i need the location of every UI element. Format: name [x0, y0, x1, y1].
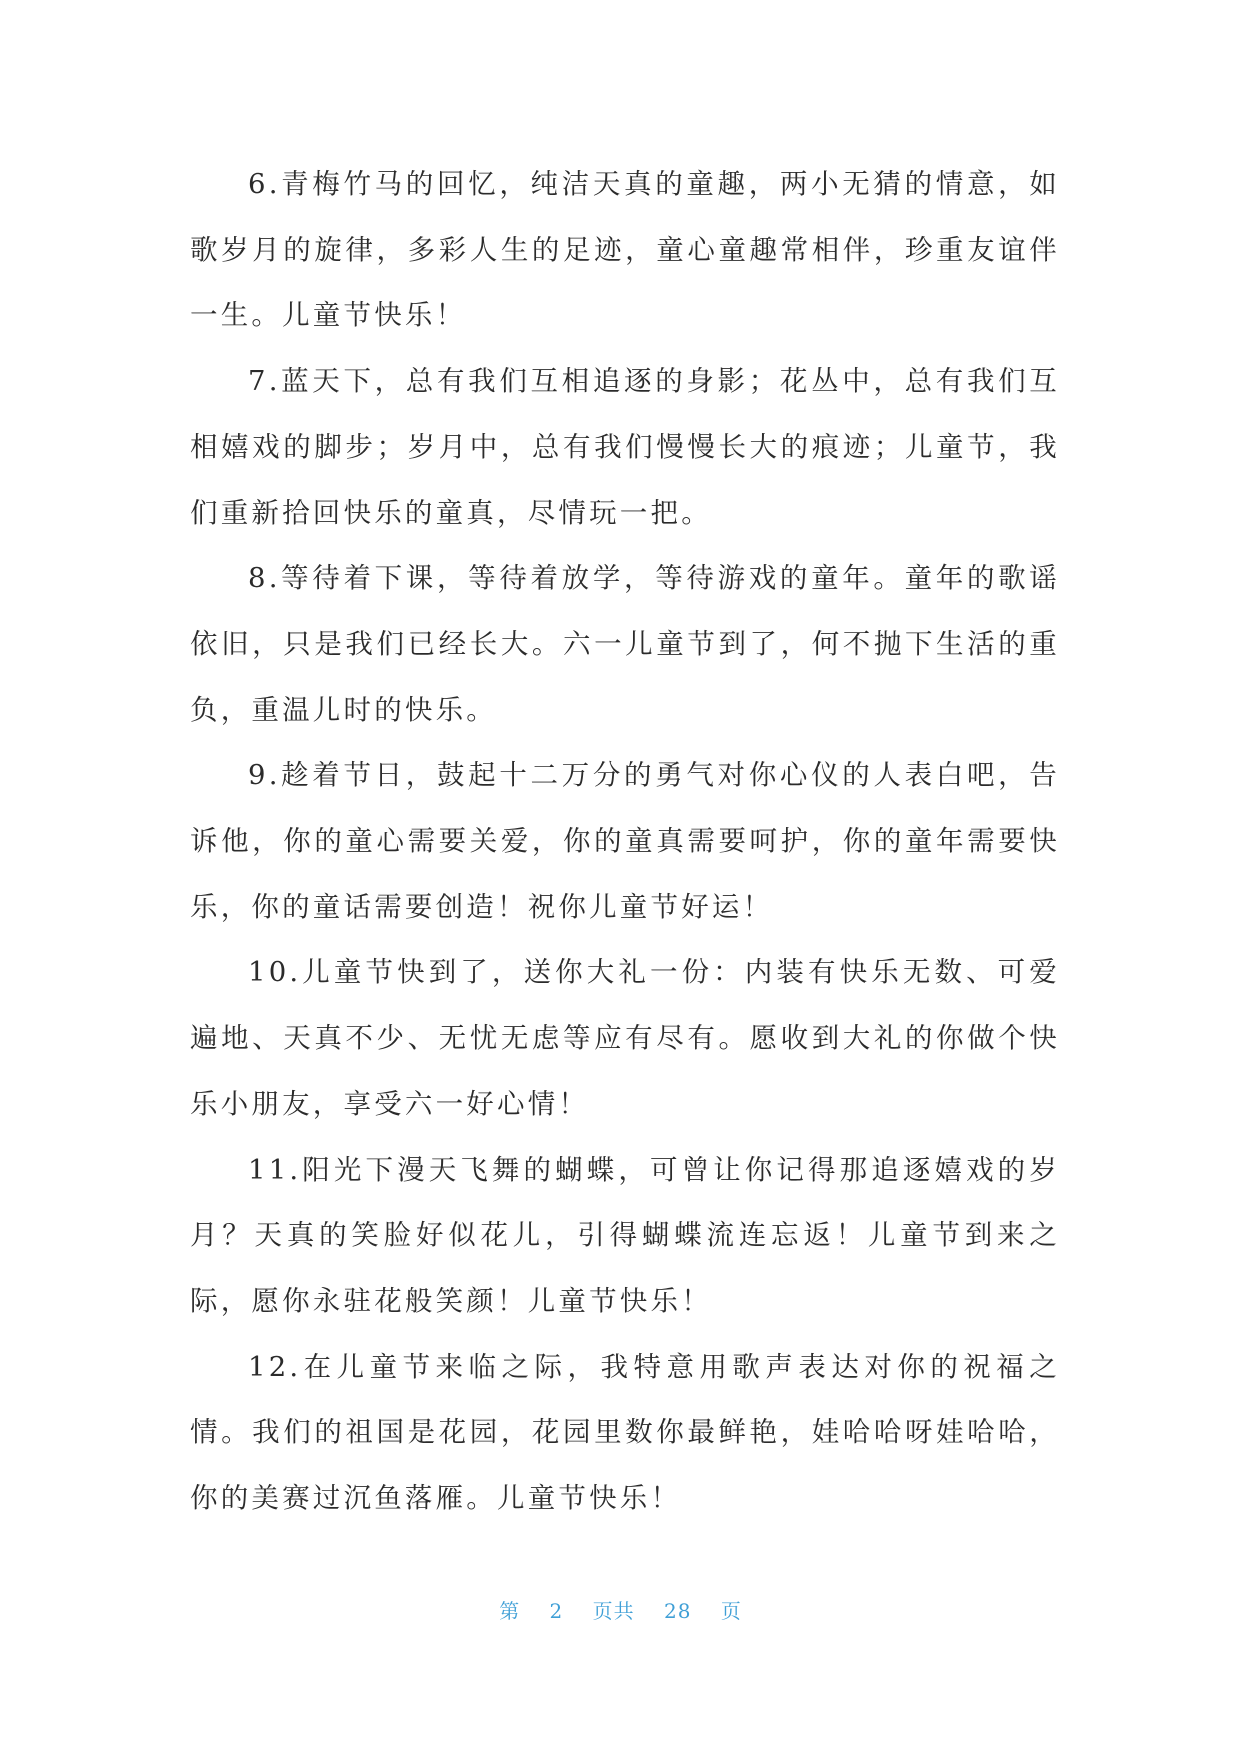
paragraph-11: 11.阳光下漫天飞舞的蝴蝶，可曾让你记得那追逐嬉戏的岁月？天真的笑脸好似花儿，引得蝴蝶流连忘返！儿童节到来之际，愿你永驻花般笑颜！儿童节快乐！: [190, 1153, 1060, 1317]
paragraph-6: 6.青梅竹马的回忆，纯洁天真的童趣，两小无猜的情意，如歌岁月的旋律，多彩人生的足迹，童心童趣常相伴，珍重友谊伴一生。儿童节快乐！: [190, 168, 1060, 332]
document-body: [190, 152, 1060, 1532]
footer-prefix: 第: [499, 1599, 521, 1623]
footer-middle: 页共: [592, 1599, 635, 1623]
paragraph-8: 8.等待着下课，等待着放学，等待游戏的童年。童年的歌谣依旧，只是我们已经长大。六一儿童节到了，何不抛下生活的重负，重温儿时的快乐。: [190, 562, 1060, 726]
paragraph-12: 12.在儿童节来临之际，我特意用歌声表达对你的祝福之情。我们的祖国是花园，花园里数你最鲜艳，娃哈哈呀娃哈哈，你的美赛过沉鱼落雁。儿童节快乐！: [190, 1350, 1060, 1515]
footer-current-page: 2: [549, 1599, 564, 1623]
paragraph-7: 7.蓝天下，总有我们互相追逐的身影；花丛中，总有我们互相嬉戏的脚步；岁月中，总有我们慢慢长大的痕迹；儿童节，我们重新拾回快乐的童真，尽情玩一把。: [190, 365, 1060, 529]
footer-total-pages: 28: [664, 1599, 692, 1623]
paragraph-9: 9.趁着节日，鼓起十二万分的勇气对你心仪的人表白吧，告诉他，你的童心需要关爱，你的童真需要呵护，你的童年需要快乐，你的童话需要创造！祝你儿童节好运！: [190, 759, 1060, 923]
paragraph-10: 10.儿童节快到了，送你大礼一份：内装有快乐无数、可爱遍地、天真不少、无忧无虑等应有尽有。愿收到大礼的你做个快乐小朋友，享受六一好心情！: [190, 956, 1060, 1120]
page-footer: [0, 1595, 1241, 1624]
footer-suffix: 页: [720, 1599, 742, 1623]
